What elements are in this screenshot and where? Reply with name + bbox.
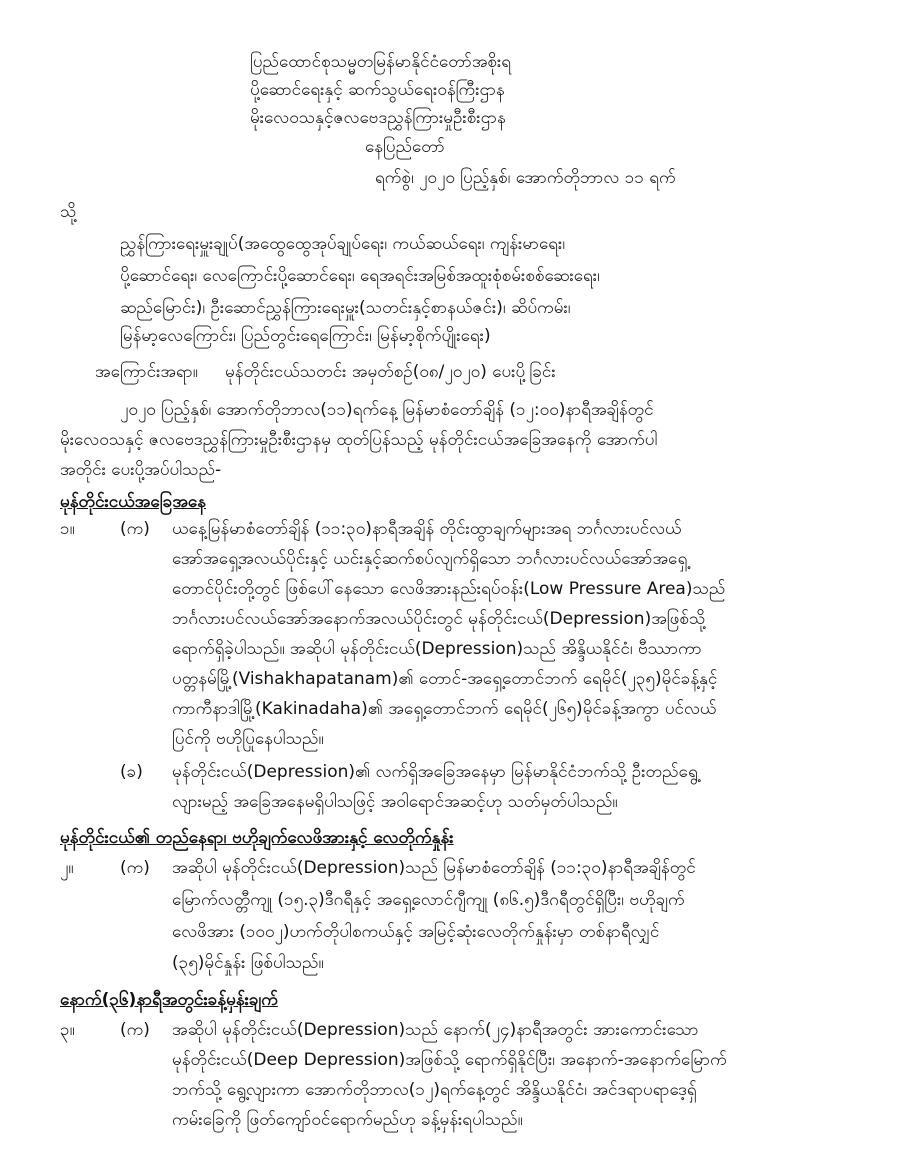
subject-text: မုန်တိုင်းငယ်သတင်း အမှတ်စဉ်(၀၈/၂၀၂၀) ပေးပို့ခြင်း xyxy=(225,362,556,382)
header-date: ရက်စွဲ၊ ၂၀၂၀ ပြည့်နှစ်၊ အောက်တိုဘာလ ၁၁ ရက် xyxy=(375,168,676,188)
paragraph-line: တောင်ပိုင်းတို့တွင် ဖြစ်ပေါ်နေသော လေဖိအားနည်းရပ်ဝန်း(Low Pressure Area)သည် xyxy=(172,579,726,599)
paragraph-line: ပြင်ကို ဗဟိုပြုနေပါသည်။ xyxy=(172,729,324,749)
recipient-line: ဆည်မြောင်း)၊ ဦးဆောင်ညွှန်ကြားရေးမှူး(သတင်းနှင့်စာနယ်ဇင်း)၊ ဆိပ်ကမ်း၊ xyxy=(120,298,571,318)
paragraph-line: ဘင်္ဂလားပင်လယ်အော်အနောက်အလယ်ပိုင်းတွင် မုန်တိုင်းငယ်(Depression)အဖြစ်သို့ xyxy=(172,609,706,629)
paragraph-line: အော်အရှေ့အလယ်ပိုင်းနှင့် ယင်းနှင့်ဆက်စပ်လျက်ရှိသော ဘင်္ဂလားပင်လယ်အော်အရှေ့ xyxy=(172,549,688,569)
item-label: (က) xyxy=(120,519,150,539)
section-number: ၃။ xyxy=(60,1020,75,1040)
paragraph-line: (၃၅)မိုင်နှုန်း ဖြစ်ပါသည်။ xyxy=(172,953,324,973)
subject-label: အကြောင်းအရာ။ xyxy=(95,362,198,382)
paragraph-line: မြောက်လတ္တီကျု (၁၅.၃)ဒီဂရီနှင့် အရှေ့လောင်ဂျီကျု (၈၆.၅)ဒီဂရီတွင်ရှိပြီး၊ ဗဟိုချက် xyxy=(172,890,685,910)
intro-line: ၂၀၂၀ ပြည့်နှစ်၊ အောက်တိုဘာလ(၁၁)ရက်နေ့ မြန်မာစံတော်ချိန် (၁၂:၀၀)နာရီအချိန်တွင် xyxy=(120,400,654,420)
paragraph-line: လျားမည့် အခြေအနေမရှိပါသဖြင့် အဝါရောင်အဆင့်ဟု သတ်မှတ်ပါသည်။ xyxy=(172,792,618,812)
header-department: မိုးလေဝသနှင့်ဇလဗေဒညွှန်ကြားမှုဦးစီးဌာန xyxy=(250,108,506,128)
paragraph-line: ကာကီနာဒါမြို့(Kakinadaha)၏ အရှေ့တောင်ဘက် ရေမိုင်(၂၆၅)မိုင်ခန့်အကွာ ပင်လယ် xyxy=(172,699,717,719)
header-ministry: ပို့ဆောင်ရေးနှင့် ဆက်သွယ်ရေးဝန်ကြီးဌာန xyxy=(250,80,505,100)
intro-line: အတိုင်း ပေးပို့အပ်ပါသည်- xyxy=(60,460,222,480)
paragraph-line: ရောက်ရှိခဲ့ပါသည်။ အဆိုပါ မုန်တိုင်းငယ်(Depression)သည် အိန္ဒိယနိုင်ငံ၊ ဗီဿာကာ xyxy=(172,639,702,659)
recipient-line: မြန်မာ့လေကြောင်း၊ ပြည်တွင်းရေကြောင်း၊ မြန်မာ့စိုက်ပျိုးရေး) xyxy=(120,326,491,346)
item-label: (ခ) xyxy=(120,762,143,782)
header-government: ပြည်ထောင်စုသမ္မတမြန်မာနိုင်ငံတော်အစိုးရ xyxy=(250,52,512,72)
paragraph-line: ပတ္တနမ်မြို့(Vishakhapatanam)၏ တောင်-အရှေ့တောင်ဘက် ရေမိုင်(၂၃၅)မိုင်ခန့်နှင့် xyxy=(172,669,718,689)
paragraph-line: လေဖိအား (၁၀၀၂)ဟက်တိုပါစကယ်နှင့် အမြင့်ဆုံးလေတိုက်နှုန်းမှာ တစ်နာရီလျှင် xyxy=(172,922,660,942)
section-number: ၁။ xyxy=(60,519,75,539)
section-heading: မုန်တိုင်းငယ်အခြေအနေ xyxy=(60,492,206,512)
paragraph-line: အဆိုပါ မုန်တိုင်းငယ်(Depression)သည် နောက်(၂၄)နာရီအတွင်း အားကောင်းသော xyxy=(172,1020,699,1040)
paragraph-line: မုန်တိုင်းငယ်(Depression)၏ လက်ရှိအခြေအနေမှာ မြန်မာနိုင်ငံဘက်သို့ ဦးတည်ရွေ့ xyxy=(172,762,698,782)
paragraph-line: အဆိုပါ မုန်တိုင်းငယ်(Depression)သည် မြန်မာစံတော်ချိန် (၁၁:၃၀)နာရီအချိန်တွင် xyxy=(172,858,696,878)
section-heading: မုန်တိုင်းငယ်၏ တည်နေရာ၊ ဗဟိုချက်လေဖိအားနှင့် လေတိုက်နှုန်း xyxy=(60,828,454,848)
paragraph-line: ဘက်သို့ ရွေ့လျားကာ အောက်တိုဘာလ(၁၂)ရက်နေ့တွင် အိန္ဒိယနိုင်ငံ၊ အင်ဒရာပရာဒေ့ရှ် xyxy=(172,1080,697,1100)
recipient-line: ညွှန်ကြားရေးမှူးချုပ်(အထွေထွေအုပ်ချုပ်ရေး၊ ကယ်ဆယ်ရေး၊ ကျန်းမာရေး၊ xyxy=(120,234,566,254)
section-heading: နောက်(၃၆)နာရီအတွင်းခန့်မှန်းချက် xyxy=(60,990,278,1010)
to-label: သို့ xyxy=(60,202,77,222)
recipient-line: ပို့ဆောင်ရေး၊ လေကြောင်းပို့ဆောင်ရေး၊ ရေအရင်းအမြစ်အထူးစုံစမ်းစစ်ဆေးရေး၊ xyxy=(120,266,600,286)
paragraph-line: ကမ်းခြေကို ဖြတ်ကျော်ဝင်ရောက်မည်ဟု ခန့်မှန်းရပါသည်။ xyxy=(172,1110,523,1130)
header-city: နေပြည်တော် xyxy=(365,137,445,157)
paragraph-line: မုန်တိုင်းငယ်(Deep Depression)အဖြစ်သို့ ရောက်ရှိနိုင်ပြီး၊ အနောက်-အနောက်မြောက် xyxy=(172,1050,727,1070)
paragraph-line: ယနေ့မြန်မာစံတော်ချိန် (၁၁:၃၀)နာရီအချိန် တိုင်းထွာချက်များအရ ဘင်္ဂလားပင်လယ် xyxy=(172,519,682,539)
item-label: (က) xyxy=(120,1020,150,1040)
section-number: ၂။ xyxy=(60,858,74,878)
item-label: (က) xyxy=(120,858,150,878)
intro-line: မိုးလေဝသနှင့် ဇလဗေဒညွှန်ကြားမှုဦးစီးဌာနမှ ထုတ်ပြန်သည့် မုန်တိုင်းငယ်အခြေအနေကို အောက်ပါ xyxy=(60,430,658,450)
